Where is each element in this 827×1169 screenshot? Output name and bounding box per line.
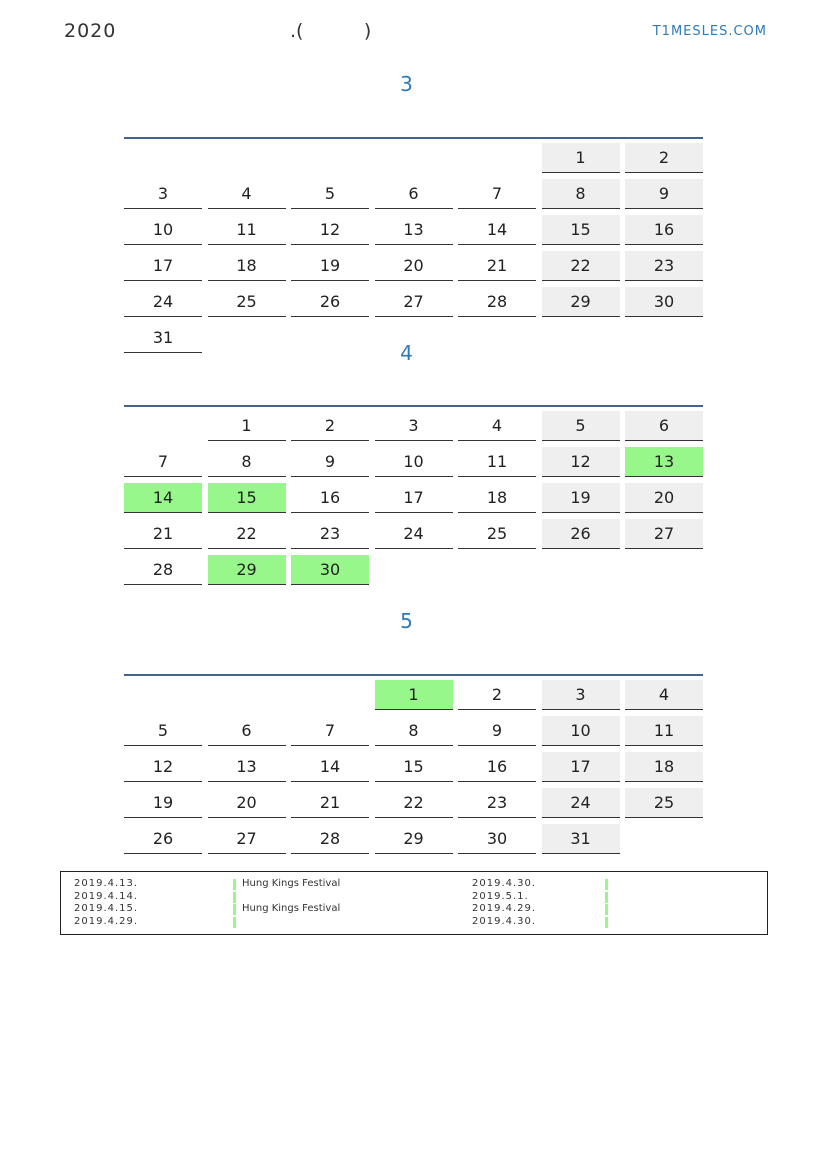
day-cell[interactable]: 28	[291, 824, 369, 854]
day-cell[interactable]: 25	[625, 788, 703, 818]
month-title-april: 4	[400, 341, 413, 365]
day-cell[interactable]: 29	[542, 287, 620, 317]
day-cell[interactable]: 30	[458, 824, 536, 854]
day-cell[interactable]: 29	[375, 824, 453, 854]
day-cell[interactable]: 5	[542, 411, 620, 441]
legend-date: 2019.4.30.	[472, 878, 537, 889]
day-cell[interactable]: 21	[458, 251, 536, 281]
day-cell[interactable]: 9	[458, 716, 536, 746]
day-cell[interactable]: 8	[542, 179, 620, 209]
legend-holiday-marker	[233, 879, 236, 890]
day-cell[interactable]: 6	[208, 716, 286, 746]
day-cell[interactable]: 30	[291, 555, 369, 585]
day-cell[interactable]: 7	[291, 716, 369, 746]
holiday-legend	[60, 871, 768, 935]
legend-holiday-marker	[605, 879, 608, 890]
day-cell[interactable]: 23	[458, 788, 536, 818]
day-cell[interactable]: 17	[124, 251, 202, 281]
day-cell[interactable]: 22	[208, 519, 286, 549]
day-cell[interactable]: 12	[124, 752, 202, 782]
day-cell[interactable]: 2	[625, 143, 703, 173]
day-cell[interactable]: 10	[375, 447, 453, 477]
day-cell[interactable]: 10	[542, 716, 620, 746]
day-cell[interactable]: 8	[375, 716, 453, 746]
day-cell[interactable]: 26	[291, 287, 369, 317]
day-cell[interactable]: 14	[291, 752, 369, 782]
day-cell[interactable]: 28	[458, 287, 536, 317]
calendar-top-rule	[124, 674, 703, 676]
legend-date: 2019.5.1.	[472, 890, 529, 902]
day-cell[interactable]: 13	[625, 447, 703, 477]
legend-holiday-marker	[233, 904, 236, 915]
day-cell[interactable]: 6	[625, 411, 703, 441]
day-cell[interactable]: 25	[458, 519, 536, 549]
day-cell[interactable]: 19	[124, 788, 202, 818]
day-cell[interactable]: 1	[375, 680, 453, 710]
day-cell[interactable]: 21	[124, 519, 202, 549]
month-title-march: 3	[400, 72, 413, 96]
day-cell[interactable]: 19	[291, 251, 369, 281]
day-cell[interactable]: 5	[124, 716, 202, 746]
day-cell[interactable]: 21	[291, 788, 369, 818]
day-cell[interactable]: 3	[375, 411, 453, 441]
day-cell[interactable]: 28	[124, 555, 202, 585]
legend-date: 2019.4.29.	[74, 915, 139, 927]
day-cell[interactable]: 27	[208, 824, 286, 854]
header-year: 2020	[64, 20, 117, 42]
day-cell[interactable]: 4	[458, 411, 536, 441]
day-cell[interactable]: 4	[625, 680, 703, 710]
day-cell[interactable]: 20	[208, 788, 286, 818]
site-link[interactable]: T1MESLES.COM	[652, 24, 767, 39]
day-cell[interactable]: 4	[208, 179, 286, 209]
day-cell[interactable]: 19	[542, 483, 620, 513]
day-cell[interactable]: 15	[375, 752, 453, 782]
day-cell[interactable]: 20	[625, 483, 703, 513]
legend-holiday-marker	[605, 904, 608, 915]
day-cell[interactable]: 1	[208, 411, 286, 441]
legend-holiday-name: Hung Kings Festival	[242, 903, 341, 914]
day-cell[interactable]: 12	[291, 215, 369, 245]
legend-date: 2019.4.15.	[74, 903, 139, 914]
month-title-may: 5	[400, 609, 413, 633]
legend-date: 2019.4.29.	[472, 903, 537, 914]
day-cell[interactable]: 13	[375, 215, 453, 245]
day-cell[interactable]: 23	[291, 519, 369, 549]
day-cell[interactable]: 31	[124, 323, 202, 353]
legend-date: 2019.4.14.	[74, 890, 139, 902]
day-cell[interactable]: 17	[375, 483, 453, 513]
day-cell[interactable]: 14	[124, 483, 202, 513]
day-cell[interactable]: 18	[458, 483, 536, 513]
day-cell[interactable]: 25	[208, 287, 286, 317]
day-cell[interactable]: 11	[458, 447, 536, 477]
legend-holiday-marker	[233, 892, 236, 903]
day-cell[interactable]: 24	[542, 788, 620, 818]
legend-holiday-marker	[233, 917, 236, 928]
day-cell[interactable]: 27	[625, 519, 703, 549]
day-cell[interactable]: 23	[625, 251, 703, 281]
day-cell[interactable]: 24	[375, 519, 453, 549]
day-cell[interactable]: 18	[208, 251, 286, 281]
day-cell[interactable]: 29	[208, 555, 286, 585]
day-cell[interactable]: 9	[291, 447, 369, 477]
day-cell[interactable]: 13	[208, 752, 286, 782]
day-cell[interactable]: 16	[458, 752, 536, 782]
legend-holiday-name: Hung Kings Festival	[242, 878, 341, 889]
calendar-top-rule	[124, 405, 703, 407]
day-cell[interactable]: 16	[291, 483, 369, 513]
calendar-top-rule	[124, 137, 703, 139]
day-cell[interactable]: 3	[542, 680, 620, 710]
day-cell[interactable]: 26	[124, 824, 202, 854]
day-cell[interactable]: 17	[542, 752, 620, 782]
day-cell[interactable]: 18	[625, 752, 703, 782]
day-cell[interactable]: 30	[625, 287, 703, 317]
header-title: .( )	[290, 20, 372, 42]
day-cell[interactable]: 27	[375, 287, 453, 317]
day-cell[interactable]: 10	[124, 215, 202, 245]
day-cell[interactable]: 31	[542, 824, 620, 854]
day-cell[interactable]: 14	[458, 215, 536, 245]
day-cell[interactable]: 11	[625, 716, 703, 746]
day-cell[interactable]: 15	[542, 215, 620, 245]
day-cell[interactable]: 15	[208, 483, 286, 513]
legend-holiday-marker	[605, 892, 608, 903]
day-cell[interactable]: 3	[124, 179, 202, 209]
day-cell[interactable]: 5	[291, 179, 369, 209]
legend-holiday-marker	[605, 917, 608, 928]
legend-date: 2019.4.13.	[74, 878, 139, 889]
day-cell[interactable]: 16	[625, 215, 703, 245]
day-cell[interactable]: 26	[542, 519, 620, 549]
day-cell[interactable]: 24	[124, 287, 202, 317]
day-cell[interactable]: 22	[375, 788, 453, 818]
day-cell[interactable]: 1	[542, 143, 620, 173]
day-cell[interactable]: 7	[124, 447, 202, 477]
day-cell[interactable]: 6	[375, 179, 453, 209]
day-cell[interactable]: 8	[208, 447, 286, 477]
legend-date: 2019.4.30.	[472, 915, 537, 927]
day-cell[interactable]: 20	[375, 251, 453, 281]
day-cell[interactable]: 2	[458, 680, 536, 710]
day-cell[interactable]: 11	[208, 215, 286, 245]
day-cell[interactable]: 12	[542, 447, 620, 477]
day-cell[interactable]: 7	[458, 179, 536, 209]
day-cell[interactable]: 2	[291, 411, 369, 441]
day-cell[interactable]: 22	[542, 251, 620, 281]
day-cell[interactable]: 9	[625, 179, 703, 209]
